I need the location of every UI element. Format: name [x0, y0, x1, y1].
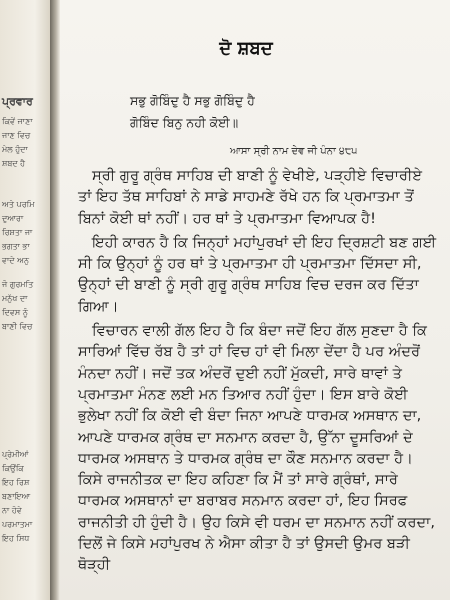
- paragraph-2: ਇਹੀ ਕਾਰਨ ਹੈ ਕਿ ਜਿਨ੍ਹਾਂ ਮਹਾਂਪੁਰਖਾਂ ਦੀ ਇਹ ਦ੍ਰਿਸ਼ਟੀ ਬਣ ਗਈ ਸੀ ਕਿ ਉਨ੍ਹਾਂ ਨੂੰ ਹਰ ਥਾਂ ਤੇ ਪ੍ਰਮਾਤਮਾ ਹੀ ਪ੍ਰਮਾਤਮਾ ਦਿੱਸਦਾ ਸੀ, ਉਨ੍ਹਾਂ ਦੀ ਬਾਣੀ ਨੂੰ ਸ੍ਰੀ ਗੁਰੂ ਗ੍ਰੰਥ ਸਾਹਿਬ ਵਿਚ ਦਰਜ ਕਰ ਦਿੱਤਾ ਗਿਆ।: [78, 233, 437, 315]
- verse-line-1: ਸਭੁ ਗੋਬਿੰਦੁ ਹੈ ਸਭੁ ਗੋਬਿੰਦੁ ਹੈ: [130, 93, 255, 108]
- verse-reference: ਆਸਾ ਸ੍ਰੀ ਨਾਮ ਦੇਵ ਜੀ ਪੰਨਾ ੪੮੫: [230, 146, 358, 157]
- left-page-fragment: ਜੋ ਗੁਰਮਤਿ: [2, 280, 34, 289]
- page-title: ਦੋ ਸ਼ਬਦ: [219, 38, 273, 59]
- left-page-fragment: ਦਿਵਸ ਨੂੰ: [2, 308, 28, 317]
- left-page-fragment: ਬਣਾਇਆ: [2, 492, 31, 501]
- paragraph-3: ਵਿਚਾਰਨ ਵਾਲੀ ਗੱਲ ਇਹ ਹੈ ਕਿ ਬੰਦਾ ਜਦੋਂ ਇਹ ਗੱਲ ਸੁਣਦਾ ਹੈ ਕਿ ਸਾਰਿਆਂ ਵਿੱਚ ਰੱਬ ਹੈ ਤਾਂ ਹਾਂ ਵਿਚ ਹਾਂ ਵੀ ਮਿਲਾ ਦੇਂਦਾ ਹੈ ਪਰ ਅੰਦਰੋਂ ਮੰਨਦਾ ਨਹੀਂ। ਜਦੋਂ ਤਕ ਅੰਦਰੋਂ ਦੁਈ ਨਹੀਂ ਮੁੱਕਦੀ, ਸਾਰੇ ਥਾਵਾਂ ਤੇ ਪ੍ਰਮਾਤਮਾ ਮੰਨਣ ਲਈ ਮਨ ਤਿਆਰ ਨਹੀਂ ਹੁੰਦਾ। ਇਸ ਬਾਰੇ ਕੋਈ ਭੁਲੇਖਾ ਨਹੀਂ ਕਿ ਕੋਈ ਵੀ ਬੰਦਾ ਜਿਨਾ ਆਪਣੇ ਧਾਰਮਕ ਅਸਥਾਨ ਦਾ, ਆਪਣੇ ਧਾਰਮਕ ਗ੍ਰੰਥ ਦਾ ਸਨਮਾਨ ਕਰਦਾ ਹੈ, ਉੱਨਾ ਦੂਸਰਿਆਂ ਦੇ ਧਾਰਮਕ ਅਸਥਾਨ ਤੇ ਧਾਰਮਕ ਗ੍ਰੰਥ ਦਾ ਕੌਣ ਸਨਮਾਨ ਕਰਦਾ ਹੈ। ਕਿਸੇ ਰਾਜਨੀਤਕ ਦਾ ਇਹ ਕਹਿਣਾ ਕਿ ਮੈਂ ਤਾਂ ਸਾਰੇ ਗ੍ਰੰਥਾਂ, ਸਾਰੇ ਧਾਰਮਕ ਅਸਥਾਨਾਂ ਦਾ ਬਰਾਬਰ ਸਨਮਾਨ ਕਰਦਾ ਹਾਂ, ਇਹ ਸਿਰਫ ਰਾਜਨੀਤੀ ਹੀ ਹੁੰਦੀ ਹੈ। ਉਹ ਕਿਸੇ ਵੀ ਧਰਮ ਦਾ ਸਨਮਾਨ ਨਹੀਂ ਕਰਦਾ, ਦਿਲੋਂ ਜੇ ਕਿਸੇ ਮਹਾਂਪੁਰਖ ਨੇ ਐਸਾ ਕੀਤਾ ਹੈ ਤਾਂ ਉਸਦੀ ਉਮਰ ਬੜੀ ਥੋੜ੍ਹੀ: [78, 322, 435, 574]
- left-page-fragment: ਕਿਉਂਕਿ: [2, 464, 24, 473]
- verse-block: [130, 90, 255, 134]
- left-page-fragment: ਇਹ ਸਿਧ: [2, 534, 30, 543]
- left-page-fragment: ਦੁਆਰਾ: [2, 214, 24, 223]
- left-page-edge: [0, 0, 50, 600]
- left-page-fragment: ਮੇਲ ਹੁੰਦਾ: [2, 145, 28, 154]
- body-text: [78, 165, 438, 576]
- left-page-fragment: ਕਿਵੇਂ ਜਾਣਾ: [2, 117, 33, 126]
- left-page-fragment: ਰਿਸ਼ਤਾ ਜਾ: [2, 228, 33, 237]
- left-page-fragment: ਭਗਤਾ ਭਾ: [2, 242, 30, 251]
- left-page-fragment: ਬਾਣੀ ਵਿਚ: [2, 322, 33, 331]
- left-page-fragment: ਪਰਮਾਤਮਾ: [2, 520, 33, 529]
- paragraph-1: ਸ੍ਰੀ ਗੁਰੂ ਗ੍ਰੰਥ ਸਾਹਿਬ ਦੀ ਬਾਣੀ ਨੂੰ ਵੇਖੀਏ, ਪੜ੍ਹੀਏ ਵਿਚਾਰੀਏ ਤਾਂ ਇਹ ਤੱਥ ਸਾਹਿਬਾਂ ਨੇ ਸਾਡੇ ਸਾਹਮਣੇ ਰੱਖੇ ਹਨ ਕਿ ਪ੍ਰਮਾਤਮਾ ਤੋਂ ਬਿਨਾਂ ਕੋਈ ਥਾਂ ਨਹੀਂ। ਹਰ ਥਾਂ ਤੇ ਪ੍ਰਮਾਤਮਾ ਵਿਆਪਕ ਹੈ!: [78, 167, 423, 227]
- book-page: [60, 0, 450, 600]
- book-gutter: [50, 0, 60, 600]
- verse-line-2: ਗੋਬਿੰਦ ਬਿਨੁ ਨਹੀ ਕੋਈ॥: [130, 115, 239, 130]
- left-page-fragment: ਸ਼ਬਦ ਹੈ: [2, 159, 26, 168]
- left-page-fragment: ਇਹ ਰਿਸ਼: [2, 478, 30, 487]
- left-page-heading: ਪ੍ਰਵਾਰ: [2, 95, 33, 108]
- left-page-fragment: ਅਤੇ ਪਰਮਿ: [2, 200, 35, 209]
- left-page-fragment: ਪ੍ਰੇਮੀਆਂ: [2, 450, 29, 459]
- left-page-fragment: ਜਾਣ ਵਿਚ: [2, 131, 31, 140]
- left-page-fragment: ਨਾ ਹੋਵੇ: [2, 506, 22, 515]
- left-page-fragment: ਮਨੁੱਖ ਦਾ: [2, 294, 28, 303]
- left-page-fragment: ਵਾਦੇ ਅਨੁ: [2, 256, 30, 265]
